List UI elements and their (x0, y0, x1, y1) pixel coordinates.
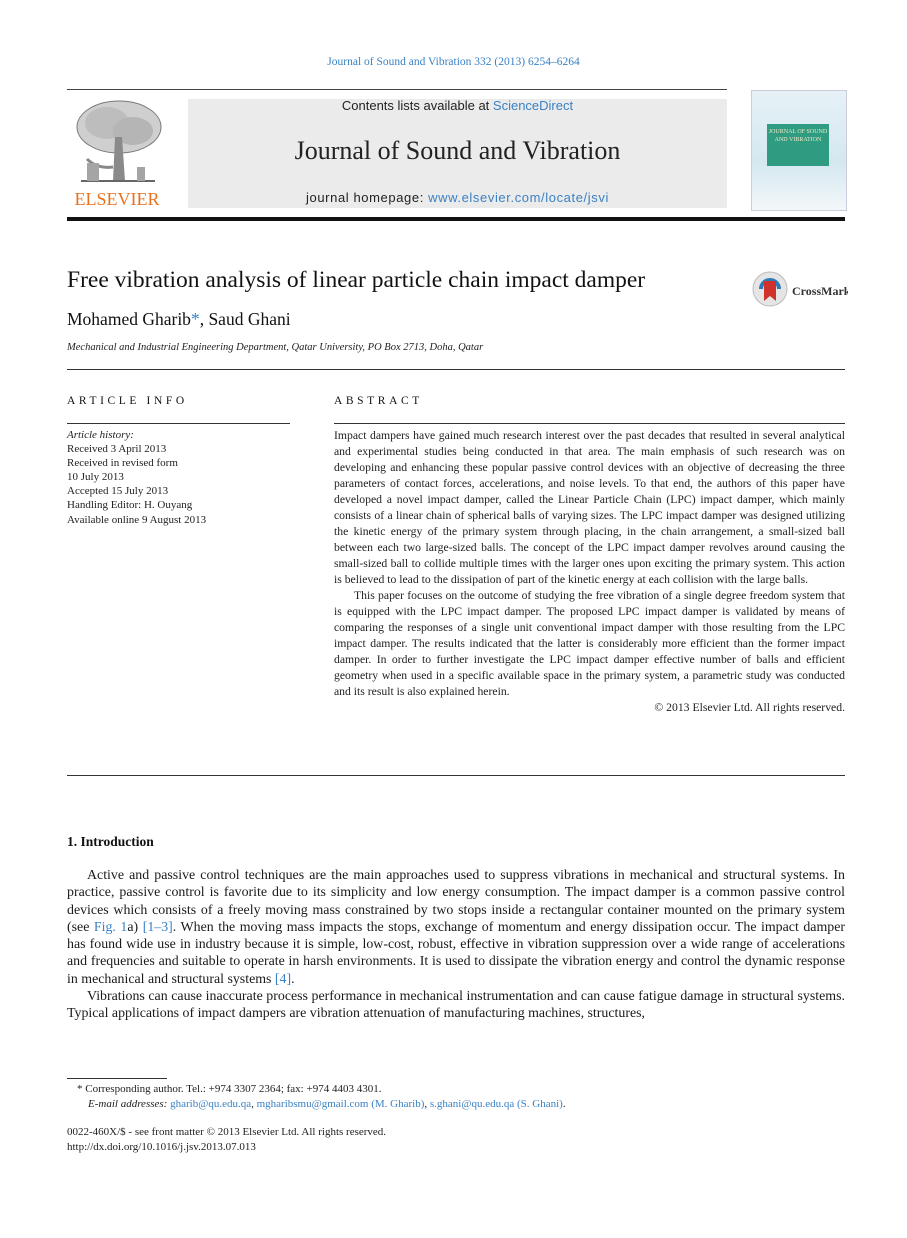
article-info-rule (67, 423, 290, 424)
crossmark-label: CrossMark (792, 284, 848, 298)
email-label: E-mail addresses: (88, 1098, 171, 1110)
intro-paragraph (67, 867, 845, 988)
intro-text: a) (127, 919, 143, 935)
issn-block (67, 1125, 386, 1155)
history-line: Received 3 April 2013 (67, 443, 167, 456)
elsevier-wordmark: ELSEVIER (74, 189, 160, 209)
journal-title: Journal of Sound and Vibration (294, 136, 621, 165)
author-ghani[interactable]: Saud Ghani (208, 309, 291, 329)
intro-paragraph: Vibrations can cause inaccurate process performance in mechanical instrumentation and can cause fatigue damage in structural systems. Typical applications of impact dampers are vibration attenuation of manufacturing machines, structures, (67, 989, 845, 1022)
contents-line (188, 98, 727, 113)
email-link-ghani[interactable]: s.ghani@qu.edu.qa (S. Ghani) (429, 1098, 563, 1110)
issn-line: 0022-460X/$ - see front matter © 2013 Elsevier Ltd. All rights reserved. (67, 1126, 387, 1138)
contents-prefix: Contents lists available at (341, 98, 493, 113)
homepage-prefix: journal homepage: (306, 190, 429, 205)
introduction-body (67, 867, 845, 1023)
intro-text: . (291, 971, 295, 987)
reference-4-link[interactable]: [4] (274, 971, 292, 987)
author-separator: , (199, 309, 209, 329)
homepage-line (188, 190, 727, 205)
header-top-rule (67, 89, 727, 90)
abstract-bottom-rule (67, 775, 845, 776)
section-heading-introduction: 1. Introduction (67, 834, 154, 849)
doi-link[interactable]: http://dx.doi.org/10.1016/j.jsv.2013.07.013 (67, 1141, 256, 1153)
crossmark-badge[interactable] (752, 271, 848, 309)
email-link-gharib-qu[interactable]: gharib@qu.edu.qa (170, 1098, 252, 1110)
elsevier-logo (67, 97, 167, 212)
figure-1-link[interactable]: Fig. 1 (93, 919, 128, 935)
intro-text: . When the moving mass impacts the stops, exchange of momentum and energy dissipation occur. The impact damper has found wide use in industry because it is simple, low-cost, robust, effective in vibration suppression over a wide range of accelerations and frequencies and suitable to operate in harsh environments. It is used to dissipate the vibration energy and control the dynamic response in mechanical and structural systems (67, 919, 845, 987)
email-note (67, 1097, 845, 1112)
intro-text: Active and passive control techniques are the main approaches used to suppress vibrations in mechanical and structural systems. In practice, passive control is favorite due to its simplicity and low energy consumption. The impact damper is a common passive control devices which consists of a freely moving mass constrained by two stops inside a rectangular container mounted on the primary system (see (67, 868, 845, 935)
history-line: Handling Editor: H. Ouyang (67, 499, 193, 512)
abstract-rule (334, 423, 845, 424)
email-end: . (562, 1098, 566, 1110)
abstract-paragraph: This paper focuses on the outcome of studying the free vibration of a single degree freedom system that is equipped with the LPC impact damper. The proposed LPC impact damper is validated by means of comparing the responses of a single unit conventional impact damper with those resulting from the LPC impact damper. The results indicated that the latter is considerably more efficient than the former impact damper. In order to further investigate the LPC impact damper effective number of balls and efficient geometry when used in a specific available space in the primary system, a parametric study was conducted and its result is also explained herein. (334, 589, 845, 698)
corresponding-author-mark[interactable]: * (190, 309, 200, 329)
article-info-heading: ARTICLE INFO (67, 395, 188, 407)
history-label: Article history: (67, 429, 134, 441)
history-line: Accepted 15 July 2013 (67, 485, 169, 498)
elsevier-tree-icon (67, 97, 167, 212)
crossmark-icon (752, 271, 848, 309)
abstract-heading: ABSTRACT (334, 395, 423, 407)
abstract-copyright: © 2013 Elsevier Ltd. All rights reserved. (654, 701, 845, 714)
article-title: Free vibration analysis of linear particle chain impact damper (67, 267, 646, 293)
author-gharib[interactable]: Mohamed Gharib (67, 309, 191, 329)
header-thick-rule (67, 217, 845, 221)
abstract-body (334, 428, 845, 716)
homepage-link[interactable]: www.elsevier.com/locate/jsvi (428, 190, 609, 205)
footnote-rule (67, 1078, 167, 1079)
corresponding-author-note: * Corresponding author. Tel.: +974 3307 2364; fax: +974 4403 4301. (77, 1083, 382, 1095)
email-separator: , (424, 1098, 430, 1110)
history-line: Received in revised form (67, 457, 178, 470)
journal-citation-link[interactable]: Journal of Sound and Vibration 332 (2013) 6254–6264 (327, 56, 580, 68)
journal-cover-thumbnail[interactable] (751, 90, 847, 211)
sciencedirect-link[interactable]: ScienceDirect (492, 98, 574, 113)
email-link-gharib-gmail[interactable]: mgharibsmu@gmail.com (M. Gharib) (256, 1098, 425, 1110)
history-line: Available online 9 August 2013 (67, 513, 207, 526)
affiliation: Mechanical and Industrial Engineering Department, Qatar University, PO Box 2713, Doha, Qatar (67, 342, 484, 353)
cover-title-block: JOURNAL OF SOUND AND VIBRATION (767, 124, 829, 166)
authors (67, 309, 291, 330)
footnotes (67, 1082, 845, 1112)
history-line: 10 July 2013 (67, 471, 124, 484)
title-rule (67, 369, 845, 370)
abstract-paragraph: Impact dampers have gained much research interest over the past decades that resulted in several analytical and experimental studies being conducted in that area. The main emphasis of such research was on developing and enhancing these popular passive control devices with an objective of decreasing the three parameters of contact forces, accelerations, and noise levels. To that end, the authors of this paper have developed a novel impact damper, called the Linear Particle Chain (LPC) impact damper, which mainly consists of a linear chain of spherical balls of varying sizes. The LPC impact damper was designed utilizing the kinetic energy of the primary system through placing, in the chain arrangement, a small-sized ball between each two large-sized balls. The concept of the LPC impact damper revolves around causing the small-sized ball to collide multiple times with the larger ones upon exciting the primary system. This action is believed to lead to the dissipation of part of the kinetic energy at each collision with the large balls. (334, 429, 845, 586)
email-separator: , (251, 1098, 257, 1110)
article-history (67, 428, 206, 527)
reference-1-3-link[interactable]: [1–3] (142, 919, 173, 935)
